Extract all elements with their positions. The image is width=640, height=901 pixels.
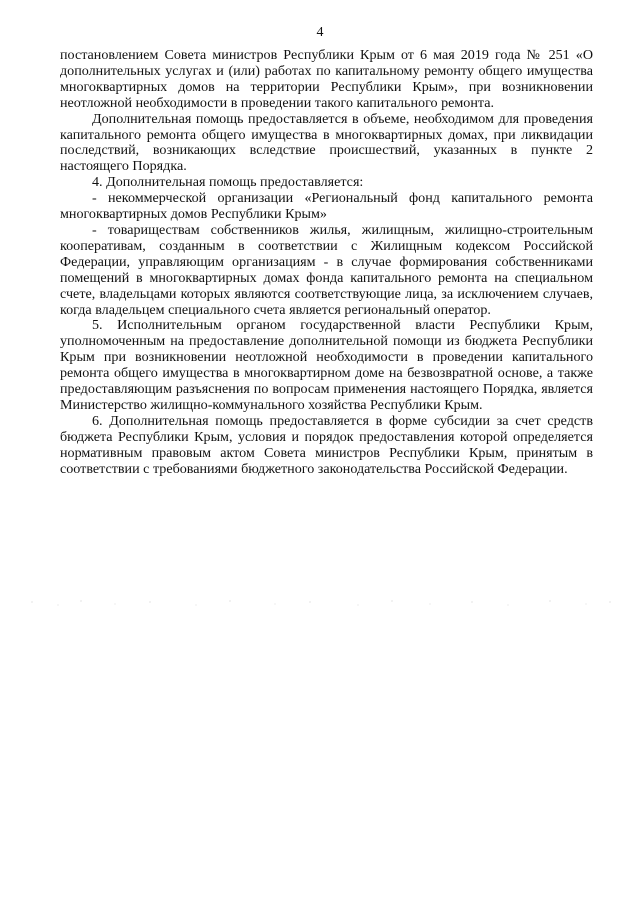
paragraph-continuation: постановлением Совета министров Республики Крым от 6 мая 2019 года № 251 «О дополнительных услугах и (или) работах по капитальному ремонту общего имущества многоквартирных домов на территории Республики Крым», при возникновении неотложной необходимости в проведении такого капитального ремонта.: [60, 47, 593, 111]
list-item-partnerships: - товариществам собственников жилья, жилищным, жилищно-строительным кооперативам, созданным в соответствии с Жилищным кодексом Российской Федерации, управляющим организациям - в случае формирования собственниками помещений в многоквартирных домах фонда капитального ремонта на специальном счете, владельцами которых являются соответствующие лица, за исключением случаев, когда владельцем специального счета является региональный оператор.: [60, 221, 593, 318]
scan-noise-dots: [20, 596, 620, 610]
paragraph-item-5: 5. Исполнительным органом государственной власти Республики Крым, уполномоченным на предоставление дополнительной помощи из бюджета Республики Крым при возникновении неотложной необходимости в проведении капитального ремонта общего имущества в многоквартирном доме на безвозвратной основе, а также предоставляющим разъяснения по вопросам применения настоящего Порядка, является Министерство жилищно-коммунального хозяйства Республики Крым.: [60, 317, 593, 413]
paragraph-assistance-volume: Дополнительная помощь предоставляется в объеме, необходимом для проведения капитального ремонта общего имущества в многоквартирных домах, при ликвидации последствий, возникающих вследствие происшествий, указанных в пункте 2 настоящего Порядка.: [60, 110, 593, 175]
page-number: 4: [316, 25, 324, 40]
list-item-regional-fund: - некоммерческой организации «Региональный фонд капитального ремонта многоквартирных домов Республики Крым»: [60, 190, 593, 223]
document-body: [60, 48, 593, 477]
paragraph-item-4: 4. Дополнительная помощь предоставляется:: [92, 174, 364, 191]
paragraph-item-6: 6. Дополнительная помощь предоставляется в форме субсидии за счет средств бюджета Республики Крым, условия и порядок предоставления которой определяется нормативным правовым актом Совета министров Республики Крым, принятым в соответствии с требованиями бюджетного законодательства Российской Федерации.: [60, 412, 593, 477]
